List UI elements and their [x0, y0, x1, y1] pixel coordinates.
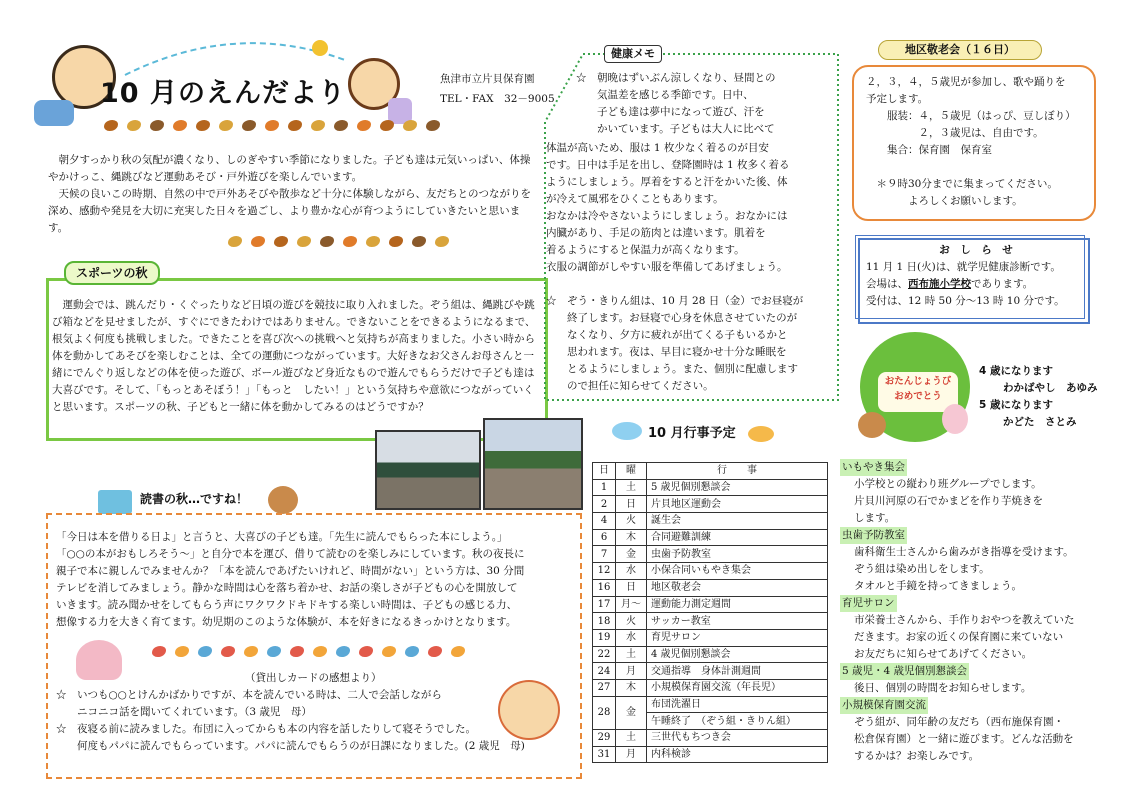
birthday-badge-line: おたんじょうび	[884, 376, 952, 387]
schedule-event: 交通指導 身体計測週間	[647, 663, 828, 680]
event-details	[840, 459, 1136, 765]
birthday-name5: かどた さとみ	[1003, 416, 1077, 428]
schedule-title: 10 月行事予定	[648, 426, 736, 441]
bear-icon	[858, 412, 886, 438]
health-line: です。日中は手足を出し、登降園時は 1 枚多く着る	[546, 159, 790, 171]
notice-venue: 西布施小学校	[908, 278, 971, 290]
health-line: が冷えて風邪をひくこともあります。	[546, 193, 724, 205]
schedule-weekday: 土	[616, 646, 647, 663]
schedule-weekday: 金	[616, 546, 647, 563]
schedule-day: 28	[593, 696, 616, 729]
birthday-name4: わかばやし あゆみ	[1003, 382, 1098, 394]
intro-text	[48, 152, 538, 237]
health-line: おなかは冷やさないようにしましょう。おなかには	[546, 210, 788, 222]
schedule-event: 内科検診	[647, 746, 828, 763]
event-heading: 虫歯予防教室	[840, 527, 907, 544]
schedule-weekday: 火	[616, 613, 647, 630]
school-name: 魚津市立片貝保育園	[440, 73, 535, 85]
keiro-section-tag: 地区敬老会（１６日）	[878, 40, 1042, 60]
schedule-event: 育児サロン	[647, 629, 828, 646]
event-body-line: 市栄養士さんから、手作りおやつを教えていた	[854, 614, 1075, 626]
health-text	[576, 70, 840, 138]
schedule-row	[593, 679, 828, 696]
keiro-line: ＊９時30分までに集まってください。	[866, 178, 1058, 190]
keiro-line: 集合：保育園 保育室	[866, 144, 992, 156]
fish-decor-icon	[748, 426, 774, 442]
schedule-day: 18	[593, 613, 616, 630]
schedule-row	[593, 596, 828, 613]
schedule-event: 小規模保育園交流（年長児）	[647, 679, 828, 696]
notice-text	[866, 242, 1086, 310]
open-book-icon	[98, 490, 132, 514]
mushroom-row-icon	[152, 646, 474, 663]
schedule-row	[593, 513, 828, 530]
intro-paragraph: 天候の良いこの時期、自然の中で戸外あそびや散歩など十分に体験しながら、友だちとのつながりを深め、感動や発見を大切に充実した日々を過ごし、より豊かな心が育つようにしていきたいと思います。	[48, 188, 531, 234]
acorn-row-icon	[228, 236, 458, 253]
intro-paragraph: 朝夕すっかり秋の気配が濃くなり、しのぎやすい季節になりました。子ども達は元気いっぱい、体操やかけっこ、縄跳びなど運動あそび・戸外遊びを楽しんでいます。	[48, 154, 531, 183]
schedule-table	[592, 462, 828, 763]
health-line: ☆ ぞう・きりん組は、10 月 28 日（金）でお昼寝が	[546, 295, 804, 307]
schedule-event: 運動能力測定週間	[647, 596, 828, 613]
schedule-header-day: 日	[593, 463, 616, 480]
bunny-icon	[942, 404, 968, 434]
health-line: かいています。子どもは大人に比べて	[576, 123, 775, 135]
schedule-event: 三世代もちつき会	[647, 730, 828, 747]
event-body-line: 片貝川河原の石でかまどを作り芋焼きを	[854, 495, 1043, 507]
schedule-day: 24	[593, 663, 616, 680]
leaf-row-icon	[104, 120, 449, 137]
schedule-day: 12	[593, 563, 616, 580]
sports-photo-running	[375, 430, 481, 510]
reading-line: 「○○の本がおもしろそう～」と自分で本を運び、借りて読むのを楽しみにしています。秋の夜長に	[56, 548, 525, 560]
schedule-weekday: 土	[616, 730, 647, 747]
health-line: 思われます。夜は、早目に寝かせ十分な睡眠を	[546, 346, 787, 358]
reading-line: 想像する力を大きく育てます。幼児期のこのような体験が、本を好きになるきっかけとなります。	[56, 616, 517, 628]
schedule-row	[593, 579, 828, 596]
event-heading: 小規模保育園交流	[840, 697, 928, 714]
notice-line: 11 月 1 日(火)は、就学児健康診断です。	[866, 261, 1061, 273]
keiro-line: 服装：４，５歳児（はっぴ、豆しぼり）	[866, 110, 1076, 122]
schedule-weekday: 木	[616, 529, 647, 546]
schedule-row	[593, 563, 828, 580]
acorn-basket-icon	[34, 100, 74, 126]
schedule-weekday: 日	[616, 579, 647, 596]
schedule-event: 合同避難訓練	[647, 529, 828, 546]
schedule-day: 22	[593, 646, 616, 663]
health-line: なくなり、夕方に疲れが出てくる子もいるかと	[546, 329, 788, 341]
event-body-line: 松倉保育園）と一緒に遊びます。どんな活動を	[854, 733, 1074, 745]
sports-photo-group	[483, 418, 583, 510]
event-body-line: だきます。お家の近くの保育園に来ていない	[854, 631, 1064, 643]
birthday-age5: 5 歳になります	[979, 399, 1053, 411]
reading-line: いきます。読み聞かせをしてもらう声にワクワクドキドキする楽しい時間は、子どもの感じる力、	[56, 599, 518, 611]
schedule-day: 16	[593, 579, 616, 596]
comment-line: ☆ いつも○○とけんかばかりですが、本を読んでいる時は、二人で会話しながら	[56, 689, 442, 701]
schedule-event: 布団洗濯日	[647, 696, 828, 713]
event-heading: 5 歳児・4 歳児個別懇談会	[840, 663, 969, 680]
event-body-line: お友だちに知らせてあげてください。	[854, 648, 1033, 660]
event-body-line: 歯科衛生士さんから歯みがき指導を受けます。	[854, 546, 1074, 558]
health-line: とるようにしましょう。また、個別に配慮します	[546, 363, 798, 375]
schedule-row	[593, 546, 828, 563]
schedule-event: 5 歳児個別懇談会	[647, 479, 828, 496]
keiro-line	[866, 159, 1092, 176]
schedule-day: 27	[593, 679, 616, 696]
comment-line: ニコニコ話を聞いてくれています。（3 歳児 母）	[56, 706, 312, 718]
health-line: 体温が高いため、服は 1 枚少なく着るのが目安	[546, 142, 769, 154]
schedule-event: 4 歳児個別懇談会	[647, 646, 828, 663]
reading-line: テレビを消してみましょう。静かな時間は心を落ち着かせ、お話の楽しさが子どもの心を開放して	[56, 582, 518, 594]
schedule-row	[593, 496, 828, 513]
event-body-line: 小学校との縦わり班グループでします。	[854, 478, 1042, 490]
schedule-weekday: 金	[616, 696, 647, 729]
sports-section-tag: スポーツの秋	[64, 261, 160, 285]
fish-decor-icon	[612, 422, 642, 440]
keiro-line: よろしくお願いします。	[866, 195, 1023, 207]
birthday-badge-text	[878, 374, 958, 404]
event-body-line: タオルと手鏡を持ってきましょう。	[854, 580, 1022, 592]
comment-line: ☆ 夜寝る前に読みました。布団に入ってからも本の内容を話したりして寝そうでした。	[56, 723, 476, 735]
schedule-weekday: 月	[616, 663, 647, 680]
schedule-weekday: 木	[616, 679, 647, 696]
event-body-line: 後日、個別の時間をお知らせします。	[854, 682, 1032, 694]
birthday-list	[979, 363, 1098, 431]
schedule-day: 31	[593, 746, 616, 763]
schedule-event: 片貝地区運動会	[647, 496, 828, 513]
schedule-day: 6	[593, 529, 616, 546]
health-line: 気温差を感じる季節です。日中、	[576, 89, 754, 101]
schedule-header-weekday: 曜	[616, 463, 647, 480]
event-heading: 育児サロン	[840, 595, 897, 612]
schedule-row	[593, 646, 828, 663]
schedule-row	[593, 696, 828, 713]
health-line: 衣服の調節がしやすい服を準備してあげましょう。	[546, 261, 788, 273]
health-line: ようにしましょう。厚着をすると汗をかいた後、体	[546, 176, 788, 188]
page-title: 10 月のえんだより	[100, 78, 346, 109]
schedule-weekday: 月	[616, 746, 647, 763]
schedule-header-event: 行 事	[647, 463, 828, 480]
schedule-event: 小保合同いもやき集会	[647, 563, 828, 580]
health-text-cont	[546, 140, 840, 395]
schedule-row	[593, 613, 828, 630]
schedule-day: 17	[593, 596, 616, 613]
notice-line	[866, 276, 1086, 293]
schedule-event: 虫歯予防教室	[647, 546, 828, 563]
schedule-day: 29	[593, 730, 616, 747]
event-body-line: するかは？お楽しみです。	[854, 750, 980, 762]
sports-text	[52, 297, 540, 416]
notice-line: 受付は、12 時 50 分～13 時 10 分です。	[866, 295, 1065, 307]
notice-venue-prefix: 会場は、	[866, 278, 908, 290]
card-comments-title: （貸出しカードの感想より）	[245, 672, 382, 684]
notice-title: お し ら せ	[939, 244, 1013, 256]
birthday-age4: 4 歳になります	[979, 365, 1053, 377]
schedule-row	[593, 730, 828, 747]
card-comments	[56, 687, 556, 755]
schedule-row	[593, 479, 828, 496]
notice-venue-suffix: であります。	[971, 278, 1034, 290]
schedule-day: 1	[593, 479, 616, 496]
schedule-weekday: 水	[616, 563, 647, 580]
reading-text	[56, 529, 572, 631]
keiro-line: 予定します。	[866, 93, 929, 105]
health-line	[546, 276, 840, 293]
health-line: 着るようにすると保温力が高くなります。	[546, 244, 745, 256]
health-line: 終了します。お昼寝で心身を休息させていたのが	[546, 312, 798, 324]
keiro-text	[866, 74, 1092, 210]
schedule-event: 地区敬老会	[647, 579, 828, 596]
schedule-event: 午睡終了 （ぞう組・きりん組）	[647, 713, 828, 730]
school-tel: TEL・FAX 32－9005	[440, 92, 555, 105]
reading-line: 親子で本に親しんでみませんか？「本を読んであげたいけれど、時間がない」という方は、30 分間	[56, 565, 525, 577]
keiro-line: ２，３歳児は、自由です。	[866, 127, 1044, 139]
reading-line: 「今日は本を借りる日よ」と言うと、大喜びの子ども達。「先生に読んでもらった本にしよう。」	[56, 531, 508, 543]
chick-icon	[312, 40, 328, 56]
schedule-weekday: 日	[616, 496, 647, 513]
birthday-badge-line: おめでとう	[894, 391, 942, 403]
school-info	[440, 70, 555, 110]
schedule-day: 4	[593, 513, 616, 530]
health-memo-tag: 健康メモ	[604, 45, 662, 63]
schedule-weekday: 火	[616, 513, 647, 530]
schedule-weekday: 水	[616, 629, 647, 646]
schedule-event: サッカー教室	[647, 613, 828, 630]
health-line: ☆ 朝晩はずいぶん涼しくなり、昼間との	[576, 72, 776, 84]
event-heading: いもやき集会	[840, 459, 907, 476]
schedule-weekday: 月～	[616, 596, 647, 613]
sports-paragraph: 運動会では、跳んだり・くぐったりなど日頃の遊びを競技に取り入れました。ぞう組は、縄跳びや跳び箱などを見せましたが、すぐにできたわけではありません。できないことをできるようになるまで、根気よく何度も挑戦しました。できたことを喜び次への挑戦へと気持ちが高まりました。小さい時から体を動かしてあそびを楽しむことは、全ての運動につながっています。大好きなお父さんお母さんと一緒にでんぐり返しなどの体を使った遊び、ボール遊びなど身近なもので遊んでもらうだけで子ども達は大喜びです。そして、「もっとあそぼう！」「もっと したい！」という気持ちや意欲につながっていくと思います。スポーツの秋、子どもと一緒に体を動かしてみるのはどうですか？	[52, 299, 536, 413]
keiro-line: ２，３，４，５歳児が参加し、歌や踊りを	[866, 76, 1066, 88]
health-line: 内臓があり、手足の筋肉とは違います。肌着を	[546, 227, 766, 239]
health-line: ので担任に知らせてください。	[546, 380, 714, 392]
schedule-day: 19	[593, 629, 616, 646]
bear-reading-icon	[268, 486, 298, 514]
event-body-line: します。	[854, 512, 896, 524]
schedule-header-row	[593, 463, 828, 480]
comment-line: 何度もパパに読んでもらっています。パパに読んでもらうのが日課になりました。(2 歳児 母)	[56, 740, 525, 752]
schedule-row	[593, 746, 828, 763]
schedule-row	[593, 663, 828, 680]
schedule-row	[593, 529, 828, 546]
event-body-line: ぞう組が、同年齢の友だち（西布施保育園・	[854, 716, 1064, 728]
schedule-day: 7	[593, 546, 616, 563]
health-line: 子ども達は夢中になって遊び、汗を	[576, 106, 765, 118]
event-body-line: ぞう組は染め出しをします。	[854, 563, 990, 575]
schedule-event: 誕生会	[647, 513, 828, 530]
child-with-books-icon	[76, 640, 122, 680]
schedule-weekday: 土	[616, 479, 647, 496]
schedule-row	[593, 629, 828, 646]
schedule-day: 2	[593, 496, 616, 513]
reading-section-title: 読書の秋…ですね！	[140, 492, 249, 506]
